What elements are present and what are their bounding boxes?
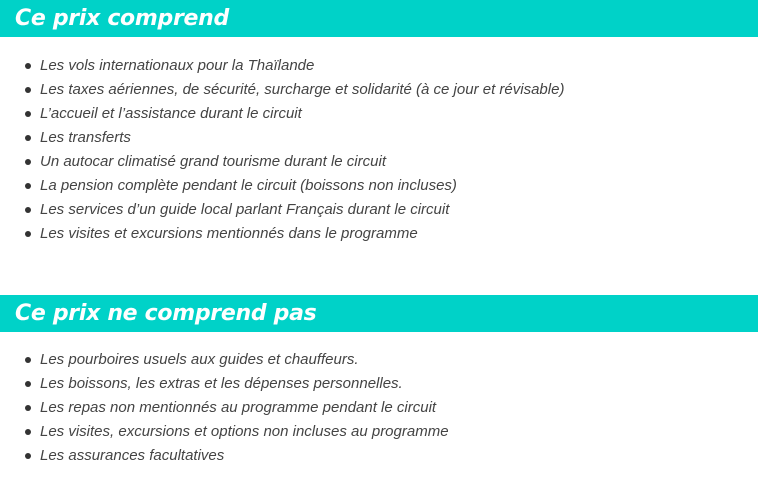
list-item [0,174,564,198]
excludes-section-header [0,295,758,332]
list-item-text: Les transferts [40,129,131,146]
includes-list [0,54,564,246]
bullet-icon [25,231,31,237]
bullet-icon [25,135,31,141]
bullet-icon [25,87,31,93]
list-item-text: Les taxes aériennes, de sécurité, surcharge et solidarité (à ce jour et révisable) [40,81,565,98]
list-item-text: Les repas non mentionnés au programme pendant le circuit [40,399,437,416]
bullet-icon [25,159,31,165]
bullet-icon [25,207,31,213]
list-item-text: Les vols internationaux pour la Thaïlande [40,57,315,74]
bullet-icon [25,453,31,459]
list-item-text: La pension complète pendant le circuit (boissons non incluses) [40,177,457,194]
bullet-icon [25,111,31,117]
bullet-icon [25,381,31,387]
list-item [0,126,564,150]
list-item [0,372,449,396]
excludes-section-title: Ce prix ne comprend pas [15,301,317,326]
bullet-icon [25,405,31,411]
list-item-text: Les assurances facultatives [40,447,225,464]
list-item [0,150,564,174]
list-item-text: Les visites, excursions et options non incluses au programme [40,423,449,440]
list-item-text: L’accueil et l’assistance durant le circuit [40,105,302,122]
bullet-icon [25,63,31,69]
list-item [0,444,449,468]
includes-section-title: Ce prix comprend [15,6,229,31]
list-item [0,222,564,246]
list-item-text: Les boissons, les extras et les dépenses personnelles. [40,375,403,392]
list-item-text: Un autocar climatisé grand tourisme durant le circuit [40,153,386,170]
list-item-text: Les services d’un guide local parlant Français durant le circuit [40,201,450,218]
bullet-icon [25,357,31,363]
list-item [0,102,564,126]
list-item [0,396,449,420]
list-item [0,348,449,372]
list-item [0,198,564,222]
includes-section-header [0,0,758,37]
bullet-icon [25,183,31,189]
list-item [0,54,564,78]
excludes-list [0,348,449,468]
list-item [0,78,564,102]
list-item-text: Les visites et excursions mentionnés dans le programme [40,225,418,242]
bullet-icon [25,429,31,435]
list-item [0,420,449,444]
list-item-text: Les pourboires usuels aux guides et chauffeurs. [40,351,359,368]
